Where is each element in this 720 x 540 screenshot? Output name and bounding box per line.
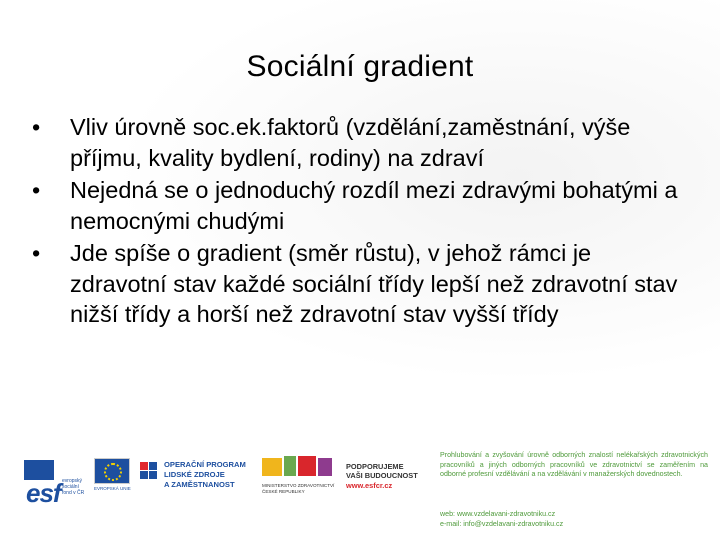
slide-title-text: Sociální gradient	[246, 50, 474, 83]
bullet-text: Nejedná se o jednoduchý rozdíl mezi zdravými bohatými a nemocnými chudými	[70, 177, 678, 234]
esf-logo	[24, 460, 86, 506]
contact-info	[440, 510, 708, 529]
esf-logo-text: esf	[26, 478, 61, 508]
bullet-dot: •	[32, 114, 41, 140]
footer-logo-bar	[0, 446, 720, 540]
ministry-logo-icon	[262, 456, 334, 478]
project-description: Prohlubování a zvyšování úrovně odborných znalostí nelékařských zdravotnických pracovníků a jiných odborných pracovníků ve zdravotnictví se zaměřením na odborné profesní vzdělávání a na vzdělávání v manažerských dovednostech.	[440, 451, 708, 479]
bullet-dot: •	[32, 240, 41, 266]
op-logo-text	[164, 460, 246, 490]
project-email: e-mail: info@vzdelavani-zdravotniku.cz	[440, 519, 564, 528]
ministry-line-1: MINISTERSTVO ZDRAVOTNICTVÍ	[262, 483, 335, 488]
op-lzz-logo	[140, 460, 250, 504]
podporujeme-line-1: PODPORUJEME	[346, 462, 404, 471]
esf-logo-caption: evropský sociální fond v ČR	[62, 478, 85, 496]
ministry-line-2: ČESKÉ REPUBLIKY	[262, 488, 305, 494]
ministry-logo	[262, 456, 338, 504]
bullet-text: Jde spíše o gradient (směr růstu), v jehož rámci je zdravotní stav každé sociální třídy lepší než zdravotní stav nižší třídy a horší než zdravotní stav vyšší třídy	[70, 240, 678, 327]
esfcr-link: www.esfcr.cz	[346, 480, 393, 490]
op-line-1: OPERAČNÍ PROGRAM	[164, 460, 246, 469]
esf-stars-icon	[24, 460, 54, 480]
bullet-item	[32, 175, 692, 236]
eu-flag-icon	[94, 458, 130, 484]
bullet-text: Vliv úrovně soc.ek.faktorů (vzdělání,zaměstnání, výše příjmu, kvality bydlení, rodiny) na zdraví	[70, 114, 631, 171]
eu-logo	[94, 458, 134, 504]
eu-logo-caption: EVROPSKÁ UNIE	[94, 486, 131, 491]
bullet-list	[32, 112, 692, 332]
bullet-dot: •	[32, 177, 41, 203]
slide-title	[0, 50, 720, 84]
podporujeme-text	[346, 462, 418, 490]
project-web: web: www.vzdelavani-zdravotniku.cz	[440, 510, 556, 518]
op-line-2: LIDSKÉ ZDROJE	[164, 470, 225, 479]
podporujeme-logo	[346, 462, 426, 502]
ministry-logo-text	[262, 483, 334, 494]
podporujeme-line-2: VAŠI BUDOUCNOST	[346, 471, 418, 481]
bullet-item	[32, 238, 692, 330]
op-logo-icon	[140, 462, 158, 484]
op-line-3: A ZAMĚSTNANOST	[164, 480, 235, 489]
bullet-item	[32, 112, 692, 173]
